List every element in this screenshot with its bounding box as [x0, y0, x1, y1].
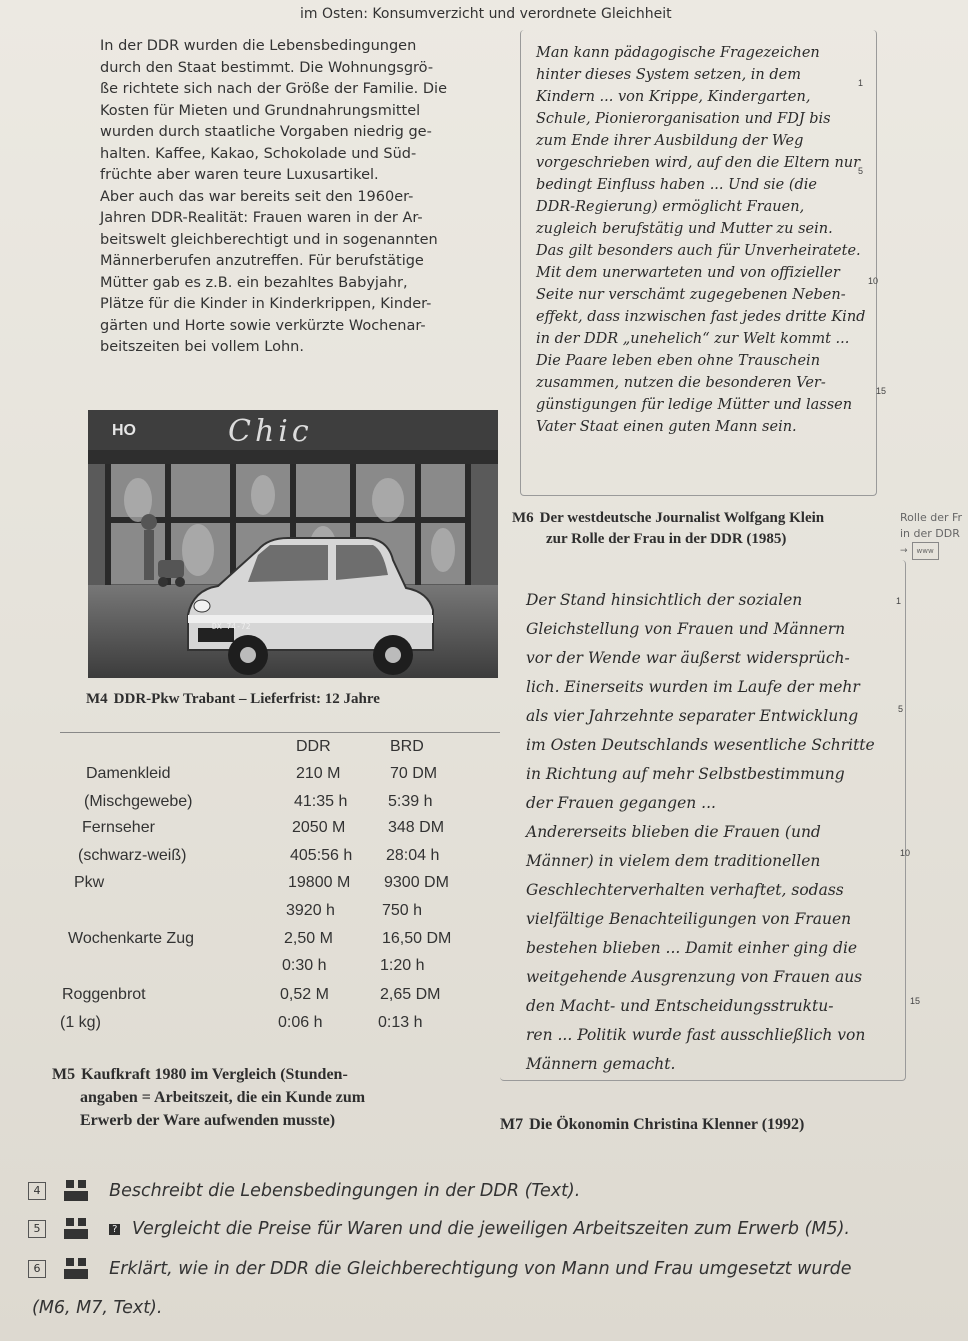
- table-cell: Damenkleid: [86, 765, 171, 782]
- table-row: [62, 765, 502, 793]
- m7-line: vor der Wende war äußerst widersprüch-: [526, 649, 850, 667]
- line-number: 15: [876, 386, 887, 396]
- line-number: 5: [898, 704, 904, 714]
- m7-line: in Richtung auf mehr Selbstbestimmung: [526, 765, 845, 783]
- line-number: 10: [900, 848, 911, 858]
- table-cell: 0:13 h: [378, 1014, 423, 1031]
- intro-line: durch den Staat bestimmt. Die Wohnungsgrö-: [100, 59, 434, 76]
- intro-line: Mütter gab es z.B. ein bezahltes Babyjahr,: [100, 274, 408, 291]
- m5-caption: [52, 1063, 492, 1132]
- m6-line: hinter dieses System setzen, in dem: [536, 67, 801, 83]
- intro-line: wurden durch staatliche Vorgaben niedrig ge-: [100, 124, 432, 140]
- table-cell: 41:35 h: [294, 793, 348, 810]
- table-cell: 28:04 h: [386, 847, 440, 864]
- m7-line: Gleichstellung von Frauen und Männern: [526, 620, 846, 638]
- m7-line: bestehen blieben ... Damit einher ging die: [526, 939, 858, 957]
- group-work-icon: [64, 1258, 94, 1280]
- m7-label: M7: [500, 1116, 524, 1133]
- task-number: 4: [28, 1182, 46, 1200]
- trabant-photo: [88, 410, 498, 678]
- m7-line: ren ... Politik wurde fast ausschließlich von: [526, 1026, 866, 1044]
- m6-label: M6: [512, 510, 534, 526]
- m6-line: effekt, dass inzwischen fast jedes dritte Kind: [536, 309, 866, 325]
- m7-line: weitgehende Ausgrenzung von Frauen aus: [526, 968, 863, 986]
- intro-line: Aber auch das war bereits seit den 1960er-: [100, 188, 414, 205]
- table-cell: (schwarz-weiß): [78, 847, 187, 864]
- margin-note-line: in der DDR: [900, 527, 960, 540]
- table-cell: 0,52 M: [280, 986, 329, 1003]
- table-cell: 348 DM: [388, 819, 445, 836]
- task-item: [28, 1258, 852, 1280]
- m7-line: den Macht- und Entscheidungsstruktu-: [526, 997, 834, 1015]
- table-cell: 0:06 h: [278, 1014, 323, 1031]
- table-cell: 2,50 M: [284, 930, 333, 947]
- table-cell: 405:56 h: [290, 847, 353, 864]
- intro-line: In der DDR wurden die Lebensbedingungen: [100, 38, 417, 54]
- m7-line: Andererseits blieben die Frauen (und: [526, 823, 821, 841]
- table-cell: 70 DM: [390, 765, 438, 782]
- m7-line: im Osten Deutschlands wesentliche Schritte: [526, 736, 875, 754]
- table-header-brd: BRD: [390, 738, 424, 755]
- intro-line: halten. Kaffee, Kakao, Schokolade und Süd-: [100, 145, 417, 162]
- m6-line: Vater Staat einen guten Mann sein.: [536, 419, 797, 435]
- table-cell: 19800 M: [288, 874, 351, 891]
- task-number: 5: [28, 1220, 46, 1238]
- m6-line: Mit dem unerwarteten und von offizieller: [536, 265, 840, 281]
- line-number: 10: [868, 276, 879, 286]
- table-cell: Wochenkarte Zug: [68, 930, 194, 947]
- intro-line: Jahren DDR-Realität: Frauen waren in der Ar-: [100, 210, 423, 226]
- m5-caption-line: Erwerb der Ware aufwenden musste): [80, 1112, 336, 1129]
- m7-line: Männern gemacht.: [526, 1055, 676, 1073]
- table-cell: 3920 h: [286, 902, 335, 919]
- line-number: 15: [910, 996, 921, 1006]
- license-plate: DX 74-72: [212, 622, 251, 631]
- table-cell: Pkw: [74, 874, 105, 891]
- m7-line: als vier Jahrzehnte separater Entwicklung: [526, 707, 859, 725]
- m6-line: DDR-Regierung) ermöglicht Frauen,: [536, 199, 805, 215]
- table-row: [62, 819, 502, 847]
- table-row: [62, 874, 502, 902]
- page-heading: im Osten: Konsumverzicht und verordnete Gleichheit: [300, 6, 672, 22]
- line-number: 1: [858, 78, 864, 88]
- task-text: Vergleicht die Preise für Waren und die jeweiligen Arbeitszeiten zum Erwerb (M5).: [132, 1219, 850, 1239]
- table-row: [62, 930, 502, 958]
- m6-line: Seite nur verschämt zugegebenen Neben-: [536, 287, 846, 303]
- m7-line: Männer) in vielem dem traditionellen: [526, 852, 821, 870]
- m6-line: Die Paare leben eben ohne Trauschein: [536, 353, 821, 369]
- table-cell: (1 kg): [60, 1014, 101, 1031]
- intro-line: Männerberufen anzutreffen. Für berufstätige: [100, 253, 424, 269]
- m6-quote: [536, 42, 866, 438]
- table-header-row: [62, 738, 502, 766]
- task-item: [28, 1218, 850, 1240]
- table-row: [62, 957, 502, 985]
- m7-caption: [500, 1114, 900, 1135]
- table-row: [62, 1014, 502, 1042]
- help-badge-icon: ?: [109, 1224, 120, 1235]
- task-text: (M6, M7, Text).: [32, 1298, 163, 1318]
- m5-caption-line: angaben = Arbeitszeit, die ein Kunde zum: [80, 1089, 366, 1106]
- shop-sign-chic: Chic: [228, 414, 313, 449]
- m7-quote: [526, 586, 896, 1079]
- intro-line: früchte aber waren teure Luxusartikel.: [100, 167, 379, 183]
- m6-line: Kindern ... von Krippe, Kindergarten,: [536, 89, 811, 105]
- table-row: [62, 793, 502, 821]
- table-row: [62, 847, 502, 875]
- m4-caption-text: DDR-Pkw Trabant – Lieferfrist: 12 Jahre: [113, 691, 380, 707]
- m6-line: Das gilt besonders auch für Unverheiratete.: [536, 243, 861, 259]
- margin-note-line: Rolle der Fr: [900, 511, 963, 524]
- m6-caption-line: Der westdeutsche Journalist Wolfgang Klein: [539, 510, 825, 526]
- group-work-icon: [64, 1180, 94, 1202]
- m6-line: zugleich berufstätig und Mutter zu sein.: [536, 221, 833, 237]
- trabant-photo-graphic: [88, 410, 498, 678]
- m5-label: M5: [52, 1066, 76, 1083]
- intro-line: beitszeiten bei vollem Lohn.: [100, 339, 304, 355]
- task-number: 6: [28, 1260, 46, 1278]
- task-text: Erklärt, wie in der DDR die Gleichberechtigung von Mann und Frau umgesetzt wurde: [109, 1259, 852, 1279]
- web-link-icon[interactable]: www: [912, 542, 939, 560]
- m6-line: günstigungen für ledige Mütter und lassen: [536, 397, 853, 413]
- table-cell: 5:39 h: [388, 793, 433, 810]
- m4-label: M4: [86, 691, 108, 707]
- line-number: 5: [858, 166, 864, 176]
- table-header-ddr: DDR: [296, 738, 331, 755]
- m6-line: in der DDR „unehelich“ zur Welt kommt ...: [536, 331, 850, 347]
- m7-line: vielfältige Benachteiligungen von Frauen: [526, 910, 852, 928]
- m6-line: Schule, Pionierorganisation und FDJ bis: [536, 111, 831, 127]
- m4-caption: [86, 689, 506, 710]
- margin-note: [900, 510, 962, 560]
- m7-line: Der Stand hinsichtlich der sozialen: [526, 591, 803, 609]
- intro-line: beitswelt gleichberechtigt und in sogenannten: [100, 231, 438, 248]
- intro-line: Kosten für Mieten und Grundnahrungsmittel: [100, 102, 421, 119]
- intro-line: gärten und Horte sowie verkürzte Wochenar-: [100, 317, 426, 334]
- table-cell: (Mischgewebe): [84, 793, 193, 810]
- intro-line: ße richtete sich nach der Größe der Familie. Die: [100, 81, 448, 97]
- table-row: [62, 902, 502, 930]
- m6-caption-line: zur Rolle der Frau in der DDR (1985): [546, 531, 787, 547]
- line-number: 1: [896, 596, 902, 606]
- m6-line: zusammen, nutzen die besonderen Ver-: [536, 375, 826, 391]
- shop-sign-ho: HO: [112, 422, 136, 439]
- table-cell: Roggenbrot: [62, 986, 146, 1003]
- table-cell: 2,65 DM: [380, 986, 441, 1003]
- table-cell: 16,50 DM: [382, 930, 452, 947]
- m6-line: bedingt Einfluss haben ... Und sie (die: [536, 177, 818, 193]
- m7-line: der Frauen gegangen ...: [526, 794, 716, 812]
- intro-line: Plätze für die Kinder in Kinderkrippen, Kinder-: [100, 296, 432, 312]
- m6-line: zum Ende ihrer Ausbildung der Weg: [536, 133, 804, 149]
- table-cell: 9300 DM: [384, 874, 449, 891]
- m7-line: Geschlechterverhalten verhaftet, sodass: [526, 881, 844, 899]
- m6-caption: [512, 508, 897, 550]
- task-item: [28, 1180, 580, 1202]
- table-cell: 750 h: [382, 902, 423, 919]
- table-row: [62, 986, 502, 1014]
- table-top-rule: [60, 732, 500, 733]
- intro-text: [100, 36, 510, 359]
- arrow-icon: →: [900, 546, 908, 556]
- table-cell: Fernseher: [82, 819, 155, 836]
- task-text: Beschreibt die Lebensbedingungen in der DDR (Text).: [109, 1181, 581, 1201]
- table-cell: 2050 M: [292, 819, 346, 836]
- group-work-icon: [64, 1218, 94, 1240]
- table-cell: 210 M: [296, 765, 341, 782]
- m7-caption-text: Die Ökonomin Christina Klenner (1992): [529, 1116, 805, 1133]
- m7-line: lich. Einerseits wurden im Laufe der mehr: [526, 678, 860, 696]
- m6-line: vorgeschrieben wird, auf den die Eltern nur: [536, 155, 861, 171]
- table-cell: 0:30 h: [282, 957, 327, 974]
- m5-caption-line: Kaufkraft 1980 im Vergleich (Stunden-: [81, 1066, 348, 1083]
- table-cell: 1:20 h: [380, 957, 425, 974]
- task-item: [32, 1298, 162, 1318]
- m6-line: Man kann pädagogische Fragezeichen: [536, 45, 820, 61]
